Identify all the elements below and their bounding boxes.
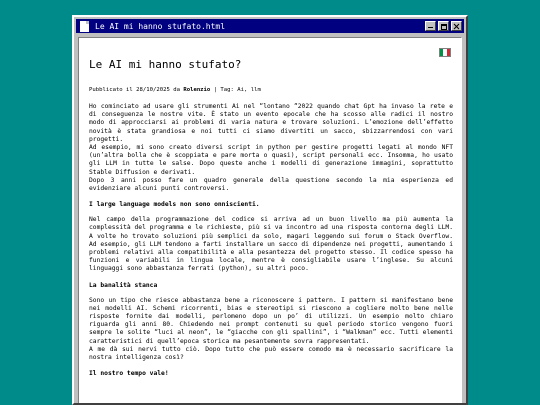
intro-paragraph: Dopo 3 anni posso fare un quadro generale della questione secondo la mia esperienza ed evidenziare alcuni punti controversi. — [89, 176, 453, 193]
document-icon — [80, 21, 89, 32]
section-heading: La banalità stanca — [89, 281, 158, 289]
title-bar[interactable] — [76, 19, 464, 33]
article-meta — [89, 87, 453, 93]
italian-flag-icon[interactable] — [439, 48, 451, 57]
published-date: 28/10/2025 — [136, 87, 170, 93]
author-link[interactable]: Rolenzio — [183, 87, 211, 93]
intro-paragraph: Ad esempio, mi sono creato diversi script in python per gestire progetti legati al mondo NFT (un’altra bolla che è scoppiata e pare morta o quasi), script personali ecc. Insomma, ho usato gli LLM in tutte le salse. Dopo queste anche i modelli di generazione immagini, soprattutto Stable Diffusion e derivati. — [89, 144, 453, 176]
tag-label: | Tag: — [213, 87, 234, 93]
tags-link[interactable]: Ai, llm — [237, 87, 261, 93]
document-view[interactable] — [78, 37, 462, 403]
minimize-button[interactable] — [425, 21, 436, 31]
section-paragraph: Sono un tipo che riesce abbastanza bene a riconoscere i pattern. I pattern si manifestano bene nei modelli AI. Schemi ricorrenti, bias e stereotipi si riescono a cogliere molto bene nelle risposte fornite dai modelli, perlomeno dopo un po’ di utilizzi. Un esempio molto chiaro riguarda gli anni 80. Chiedendo nei prompt contenuti su quel periodo storico vengono fuori sempre le solite “luci al neon”, le “giacche con gli spallini”, i “Walkman” ecc. Tutti elementi caratteristici di quell’epoca storica ma pesantemente sovra rappresentati. — [89, 296, 453, 345]
section-heading: I large language models non sono onniscienti. — [89, 201, 260, 209]
window-controls — [425, 21, 462, 31]
section-heading: Il nostro tempo vale! — [89, 370, 169, 378]
section-paragraph: A me dà sui nervi tutto ciò. Dopo tutto che può essere comodo ma è necessario sacrificare la nostra intelligenza così? — [89, 345, 453, 362]
close-button[interactable] — [451, 21, 462, 31]
section-paragraph: Nel campo della programmazione del codice si arriva ad un buon livello ma più aumenta la complessità del programma e le richieste, più si va incontro ad una risposta contorna degli LLM. A volte ho trovato soluzioni più semplici da solo, magari leggendo sui forum o Stack Overflow. Ad esempio, gli LLM tendono a farti installare un sacco di dipendenze nei progetti, aumentando i problemi relativi alla compatibilità e alla pesantezza del progetto stesso. Il codice spesso ha funzioni e variabili in lingua locale, mentre è consigliabile usare l’inglese. Su alcuni linguaggi sono abbastanza ferrati (python), su altri poco. — [89, 216, 453, 273]
published-label: Pubblicato il — [89, 87, 133, 93]
article-title: Le AI mi hanno stufato? — [89, 58, 242, 71]
by-label: da — [173, 87, 180, 93]
browser-window — [72, 15, 468, 405]
intro-paragraph: Ho cominciato ad usare gli strumenti Ai nel “lontano “2022 quando chat Gpt ha invaso la rete e di conseguenza le nostre vite. È stato un evento epocale che ha scosso alle radici il nostro modo di approcciarsi ai problemi di varia natura e trovare soluzioni. L’emozione dell’effetto novità è stata grandiosa e noi tutti ci siamo divertiti un sacco, sbizzarrendosi con vari progetti. — [89, 103, 453, 143]
maximize-button[interactable] — [438, 21, 449, 31]
window-title: Le AI mi hanno stufato.html — [95, 21, 226, 31]
